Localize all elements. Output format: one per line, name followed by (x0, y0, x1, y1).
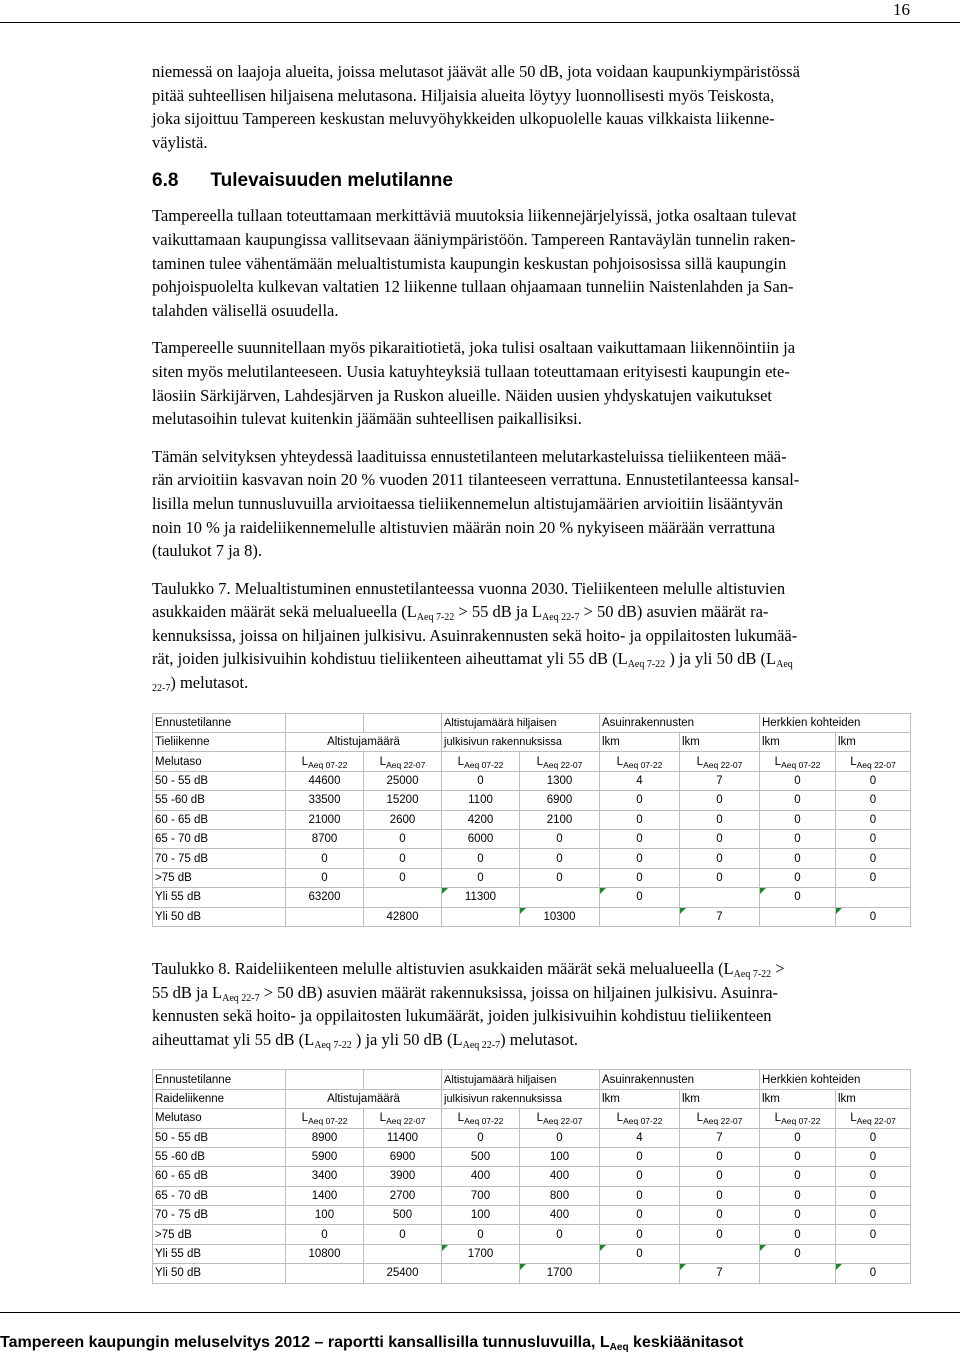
text-line: lisilla melun tunnusluvuilla arvioitaessa tieliikennemelun altistujamäärien arvioitiin lisääntyvän (152, 493, 783, 513)
data-cell: 42800 (364, 907, 442, 926)
data-cell: 0 (836, 1147, 911, 1166)
table-row (153, 791, 911, 810)
table-row (153, 1206, 911, 1225)
data-cell: 0 (680, 1186, 760, 1205)
data-cell: 400 (520, 1206, 600, 1225)
data-cell: 500 (442, 1147, 520, 1166)
metric-cell: $L_{Aeq 07-22}$ (600, 752, 680, 771)
row-label: Yli 55 dB (153, 1244, 286, 1263)
text-line: melutasoihin tulevat kuitenkin jäämään suhteellisen paikallisiksi. (152, 409, 582, 429)
data-cell: 800 (520, 1186, 600, 1205)
section-heading (152, 168, 912, 194)
footer-rule (0, 1312, 960, 1313)
table-8 (152, 1069, 911, 1283)
data-cell: 0 (760, 1128, 836, 1147)
data-cell: 1100 (442, 791, 520, 810)
cell-marker (600, 1245, 606, 1251)
header-rule (0, 22, 960, 23)
row-label: 60 - 65 dB (153, 810, 286, 829)
data-cell (286, 907, 364, 926)
data-cell: 0 (364, 868, 442, 887)
data-cell: 2600 (364, 810, 442, 829)
data-cell: 25400 (364, 1264, 442, 1283)
text-line: siten myös melutilanteeseen. Uusia katuyhteyksiä tullaan toteuttamaan erityisesti kaupungin ete- (152, 361, 790, 381)
data-cell: 0 (760, 849, 836, 868)
data-cell: 4 (600, 771, 680, 790)
text-line: noin 10 % ja raideliikennemelulle altistuvien määrän noin 20 % nykyiseen määrään verrattuna (152, 517, 776, 537)
row-label: 50 - 55 dB (153, 1128, 286, 1147)
data-cell: 0 (680, 830, 760, 849)
data-cell (760, 1264, 836, 1283)
data-cell: 0 (836, 791, 911, 810)
data-cell: 0 (520, 830, 600, 849)
text-line: talahden välisellä osuudella. (152, 300, 339, 320)
data-cell: 0 (364, 1225, 442, 1244)
table-row (153, 771, 911, 790)
table-row (153, 907, 911, 926)
data-cell: 400 (442, 1167, 520, 1186)
row-label: 55 -60 dB (153, 791, 286, 810)
text-line: niemessä on laajoja alueita, joissa melutasot jäävät alle 50 dB, jota voidaan kaupunkiympäristössä (152, 62, 800, 81)
data-cell (600, 907, 680, 926)
metric-cell: $L_{Aeq 07-22}$ (286, 752, 364, 771)
metric-cell: $L_{Aeq 22-07}$ (520, 752, 600, 771)
data-cell: 0 (600, 1147, 680, 1166)
metric-label: Melutaso (153, 752, 286, 771)
header-cell: lkm (600, 1089, 680, 1108)
header-cell (286, 713, 364, 732)
data-cell: 1400 (286, 1186, 364, 1205)
data-cell: 15200 (364, 791, 442, 810)
data-cell: 0 (520, 1128, 600, 1147)
data-cell: 0 (600, 849, 680, 868)
table-metric-row (153, 1109, 911, 1128)
data-cell: 0 (442, 849, 520, 868)
data-cell: 700 (442, 1186, 520, 1205)
data-cell: 0 (836, 868, 911, 887)
data-cell: 0 (760, 868, 836, 887)
row-label: 65 - 70 dB (153, 1186, 286, 1205)
data-cell: 7 (680, 907, 760, 926)
data-cell: 0 (520, 849, 600, 868)
data-cell: 33500 (286, 791, 364, 810)
data-cell: 0 (680, 1167, 760, 1186)
metric-cell: $L_{Aeq 22-07}$ (836, 1109, 911, 1128)
table-row (153, 1128, 911, 1147)
data-cell: 1700 (442, 1244, 520, 1263)
data-cell (520, 888, 600, 907)
header-cell: Altistujamäärä hiljaisen (442, 1070, 600, 1089)
metric-cell: $L_{Aeq 07-22}$ (442, 1109, 520, 1128)
data-cell: 11400 (364, 1128, 442, 1147)
header-cell: julkisivun rakennuksissa (442, 1089, 600, 1108)
cell-marker (600, 888, 606, 894)
data-cell: 7 (680, 771, 760, 790)
header-cell: Altistujamäärä hiljaisen (442, 713, 600, 732)
text-line: vaikuttamaan kaupungissa vallitsevaan ääniympäristöön. Tampereen Rantaväylän tunnelin raken- (152, 229, 796, 249)
text-line: Taulukko 7. Melualtistuminen ennustetilanteessa vuonna 2030. Tieliikenteen melulle altistuvien (152, 578, 786, 598)
data-cell: 100 (520, 1147, 600, 1166)
data-cell: 0 (836, 1225, 911, 1244)
data-cell: 0 (760, 1186, 836, 1205)
header-cell: lkm (680, 1089, 760, 1108)
text-line: 55 dB ja $L_{Aeq 22-7} > 50$ dB) asuvien määrät rakennuksissa, joissa on hiljainen julkisivu. Asuinra- (152, 982, 779, 1004)
table8-caption (152, 957, 912, 1051)
data-cell: 0 (836, 830, 911, 849)
cell-marker (680, 1264, 686, 1270)
data-cell: 0 (680, 1147, 760, 1166)
data-cell: 5900 (286, 1147, 364, 1166)
table-header-row (153, 1089, 911, 1108)
cell-marker (760, 1245, 766, 1251)
row-label: 70 - 75 dB (153, 1206, 286, 1225)
data-cell: 4200 (442, 810, 520, 829)
header-cell: Altistujamäärä (286, 733, 442, 752)
data-cell: 0 (836, 1128, 911, 1147)
data-cell (364, 1244, 442, 1263)
header-cell: Ennustetilanne (153, 713, 286, 732)
text-line: väylistä. (152, 132, 208, 152)
data-cell: 7 (680, 1264, 760, 1283)
data-cell: 6000 (442, 830, 520, 849)
data-cell (836, 1244, 911, 1263)
data-cell: 0 (760, 1147, 836, 1166)
header-cell: Ennustetilanne (153, 1070, 286, 1089)
text-line: kennusten sekä hoito- ja oppilaitosten lukumäärät, joiden julkisivuihin kohdistuu tieliikenteen (152, 1006, 772, 1026)
page-content (152, 60, 912, 1298)
data-cell: 7 (680, 1128, 760, 1147)
text-line: Tämän selvityksen yhteydessä laadituissa ennustetilanteen melutarkasteluissa tieliikenteen mää- (152, 446, 787, 466)
table7-caption (152, 577, 912, 695)
cell-marker (442, 1245, 448, 1251)
data-cell: 0 (836, 1264, 911, 1283)
text-line: läosiin Särkijärven, Lahdesjärven ja Ruskon alueille. Näiden uusien yhdyskatujen vaikutukset (152, 385, 772, 405)
data-cell: 10800 (286, 1244, 364, 1263)
data-cell: 0 (836, 810, 911, 829)
data-cell: 1300 (520, 771, 600, 790)
data-cell (600, 1264, 680, 1283)
header-cell (364, 713, 442, 732)
data-cell: 0 (442, 1128, 520, 1147)
metric-cell: $L_{Aeq 22-07}$ (680, 752, 760, 771)
metric-cell: $L_{Aeq 07-22}$ (760, 1109, 836, 1128)
data-cell (364, 888, 442, 907)
data-cell: 0 (680, 1206, 760, 1225)
header-cell: julkisivun rakennuksissa (442, 733, 600, 752)
data-cell: 0 (680, 1225, 760, 1244)
data-cell: 0 (442, 1225, 520, 1244)
data-cell: 0 (680, 791, 760, 810)
header-cell: lkm (680, 733, 760, 752)
data-cell: 0 (680, 849, 760, 868)
text-line: Tampereelle suunnitellaan myös pikaraitiotietä, joka tulisi osaltaan vaikuttamaan liikennöintiin ja (152, 338, 796, 358)
data-cell (680, 1244, 760, 1263)
data-cell: 0 (760, 1206, 836, 1225)
data-cell: 0 (442, 868, 520, 887)
row-label: >75 dB (153, 1225, 286, 1244)
text-line: rät, joiden julkisivuihin kohdistuu tieliikenteen aiheuttamat yli 55 dB ($L_{Aeq 7-22}$ ) ja yli 50 dB ($L_{Aeq}$ (152, 649, 793, 671)
text-line: kennuksissa, joissa on hiljainen julkisivu. Asuinrakennusten sekä hoito- ja oppilaitosten lukumää- (152, 625, 798, 645)
data-cell: 0 (760, 830, 836, 849)
data-cell: 44600 (286, 771, 364, 790)
data-cell (286, 1264, 364, 1283)
data-cell (520, 1244, 600, 1263)
row-label: >75 dB (153, 868, 286, 887)
cell-marker (760, 888, 766, 894)
data-cell: 2700 (364, 1186, 442, 1205)
metric-cell: $L_{Aeq 07-22}$ (760, 752, 836, 771)
table-row (153, 810, 911, 829)
row-label: Yli 50 dB (153, 907, 286, 926)
data-cell: 0 (600, 868, 680, 887)
header-cell: Raideliikenne (153, 1089, 286, 1108)
data-cell: 0 (760, 888, 836, 907)
data-cell: 6900 (520, 791, 600, 810)
data-cell (442, 907, 520, 926)
text-line: $_{22-7}$) melutasot. (152, 673, 249, 695)
header-cell: Asuinrakennusten (600, 713, 760, 732)
header-cell (286, 1070, 364, 1089)
header-cell (364, 1070, 442, 1089)
table-row (153, 1244, 911, 1263)
section-title: Tulevaisuuden melutilanne (210, 170, 453, 192)
data-cell: 0 (286, 868, 364, 887)
data-cell: 0 (760, 771, 836, 790)
data-cell: 0 (600, 1186, 680, 1205)
data-cell: 10300 (520, 907, 600, 926)
data-cell: 4 (600, 1128, 680, 1147)
data-cell: 0 (836, 849, 911, 868)
data-cell: 0 (520, 868, 600, 887)
row-label: Yli 55 dB (153, 888, 286, 907)
intro-paragraph (152, 60, 912, 154)
data-cell: 400 (520, 1167, 600, 1186)
header-cell: Herkkien kohteiden (760, 713, 911, 732)
data-cell: 0 (286, 849, 364, 868)
table-row (153, 868, 911, 887)
paragraph-2 (152, 336, 912, 430)
data-cell: 8900 (286, 1128, 364, 1147)
data-cell: 1700 (520, 1264, 600, 1283)
data-cell: 0 (760, 791, 836, 810)
data-cell: 0 (600, 1225, 680, 1244)
cell-marker (836, 908, 842, 914)
header-cell: lkm (600, 733, 680, 752)
data-cell: 0 (286, 1225, 364, 1244)
header-cell: lkm (760, 1089, 836, 1108)
metric-cell: $L_{Aeq 22-07}$ (364, 752, 442, 771)
data-cell: 500 (364, 1206, 442, 1225)
row-label: 70 - 75 dB (153, 849, 286, 868)
row-label: 55 -60 dB (153, 1147, 286, 1166)
data-cell: 0 (836, 771, 911, 790)
table-row (153, 888, 911, 907)
data-cell: 6900 (364, 1147, 442, 1166)
data-cell: 0 (600, 830, 680, 849)
text-line: Taulukko 8. Raideliikenteen melulle altistuvien asukkaiden määrät sekä melualueella ($L_{Aeq 7-22}$ > (152, 958, 785, 980)
data-cell: 0 (680, 868, 760, 887)
data-cell: 100 (286, 1206, 364, 1225)
data-cell: 0 (760, 1225, 836, 1244)
row-label: 50 - 55 dB (153, 771, 286, 790)
data-cell: 0 (600, 888, 680, 907)
table-row (153, 1186, 911, 1205)
table-row (153, 849, 911, 868)
page-number: 16 (893, 0, 910, 19)
header-cell: Herkkien kohteiden (760, 1070, 911, 1089)
data-cell: 25000 (364, 771, 442, 790)
text-line: Tampereella tullaan toteuttamaan merkittäviä muutoksia liikennejärjelyissä, jotka osaltaan tulevat (152, 206, 797, 226)
text-line: (taulukot 7 ja 8). (152, 541, 262, 561)
metric-cell: $L_{Aeq 07-22}$ (442, 752, 520, 771)
page-footer: Tampereen kaupungin meluselvitys 2012 – raportti kansallisilla tunnusluvuilla, $L_{Aeq}$ keskiäänitasot (0, 1334, 744, 1353)
data-cell: 0 (600, 1244, 680, 1263)
text-line: pohjoispuolelta kulkevan valtatien 12 liikenne tullaan ohjaamaan tunneliin Naistenlahden ja San- (152, 277, 794, 297)
data-cell: 2100 (520, 810, 600, 829)
row-label: 65 - 70 dB (153, 830, 286, 849)
paragraph-3 (152, 445, 912, 563)
data-cell (680, 888, 760, 907)
data-cell (442, 1264, 520, 1283)
cell-marker (836, 1264, 842, 1270)
text-line: aiheuttamat yli 55 dB ($L_{Aeq 7-22}$ ) ja yli 50 dB $(L_{Aeq 22-7})$ melutasot. (152, 1029, 579, 1051)
metric-cell: $L_{Aeq 07-22}$ (600, 1109, 680, 1128)
data-cell: 0 (680, 810, 760, 829)
data-cell: 0 (836, 1167, 911, 1186)
data-cell: 63200 (286, 888, 364, 907)
header-cell: Asuinrakennusten (600, 1070, 760, 1089)
data-cell: 8700 (286, 830, 364, 849)
data-cell: 11300 (442, 888, 520, 907)
data-cell: 0 (760, 1167, 836, 1186)
header-cell: Altistujamäärä (286, 1089, 442, 1108)
data-cell: 0 (364, 849, 442, 868)
data-cell: 21000 (286, 810, 364, 829)
data-cell: 3900 (364, 1167, 442, 1186)
table-row (153, 1264, 911, 1283)
data-cell: 0 (442, 771, 520, 790)
table-row (153, 1147, 911, 1166)
table-header-row (153, 1070, 911, 1089)
data-cell: 0 (520, 1225, 600, 1244)
data-cell: 100 (442, 1206, 520, 1225)
header-cell: lkm (760, 733, 836, 752)
data-cell (760, 907, 836, 926)
data-cell: 0 (760, 1244, 836, 1263)
data-cell: 0 (836, 907, 911, 926)
header-cell: lkm (836, 733, 911, 752)
row-label: Yli 50 dB (153, 1264, 286, 1283)
table-row (153, 830, 911, 849)
spacer (152, 941, 912, 957)
data-cell (836, 888, 911, 907)
paragraph-1 (152, 204, 912, 322)
data-cell: 0 (600, 1167, 680, 1186)
text-line: pitää suhteellisen hiljaisena melutasona. Hiljaisia alueita löytyy luonnollisesti myös Teiskosta, (152, 85, 775, 105)
table-row (153, 1225, 911, 1244)
section-number: 6.8 (152, 170, 179, 192)
data-cell: 0 (836, 1206, 911, 1225)
metric-cell: $L_{Aeq 22-07}$ (364, 1109, 442, 1128)
cell-marker (442, 888, 448, 894)
metric-label: Melutaso (153, 1109, 286, 1128)
data-cell: 0 (600, 791, 680, 810)
table-header-row (153, 733, 911, 752)
cell-marker (520, 908, 526, 914)
text-line: rän arvioitiin kasvavan noin 20 % vuoden 2011 tilanteeseen verrattuna. Ennustetilanteessa kansal- (152, 470, 800, 490)
text-line: taminen tulee vähentämään melualtistumista kaupungin keskustan pohjoisosissa sillä kaupungin (152, 253, 787, 273)
data-cell: 0 (836, 1186, 911, 1205)
table-7 (152, 713, 911, 927)
metric-cell: $L_{Aeq 22-07}$ (836, 752, 911, 771)
header-cell: Tieliikenne (153, 733, 286, 752)
metric-cell: $L_{Aeq 22-07}$ (680, 1109, 760, 1128)
header-cell: lkm (836, 1089, 911, 1108)
cell-marker (680, 908, 686, 914)
text-line: joka sijoittuu Tampereen keskustan meluvyöhykkeiden ulkopuolelle kauas vilkkaista liikenne- (152, 109, 775, 129)
text-line: asukkaiden määrät sekä melualueella ($L_{Aeq 7-22} > 55$ dB ja $L_{Aeq 22-7} > 50$ dB) asuvien määrät ra- (152, 602, 769, 624)
cell-marker (520, 1264, 526, 1270)
data-cell: 0 (600, 810, 680, 829)
data-cell: 3400 (286, 1167, 364, 1186)
metric-cell: $L_{Aeq 07-22}$ (286, 1109, 364, 1128)
row-label: 60 - 65 dB (153, 1167, 286, 1186)
data-cell: 0 (600, 1206, 680, 1225)
metric-cell: $L_{Aeq 22-07}$ (520, 1109, 600, 1128)
data-cell: 0 (364, 830, 442, 849)
table-header-row (153, 713, 911, 732)
table-row (153, 1167, 911, 1186)
table-metric-row (153, 752, 911, 771)
data-cell: 0 (760, 810, 836, 829)
